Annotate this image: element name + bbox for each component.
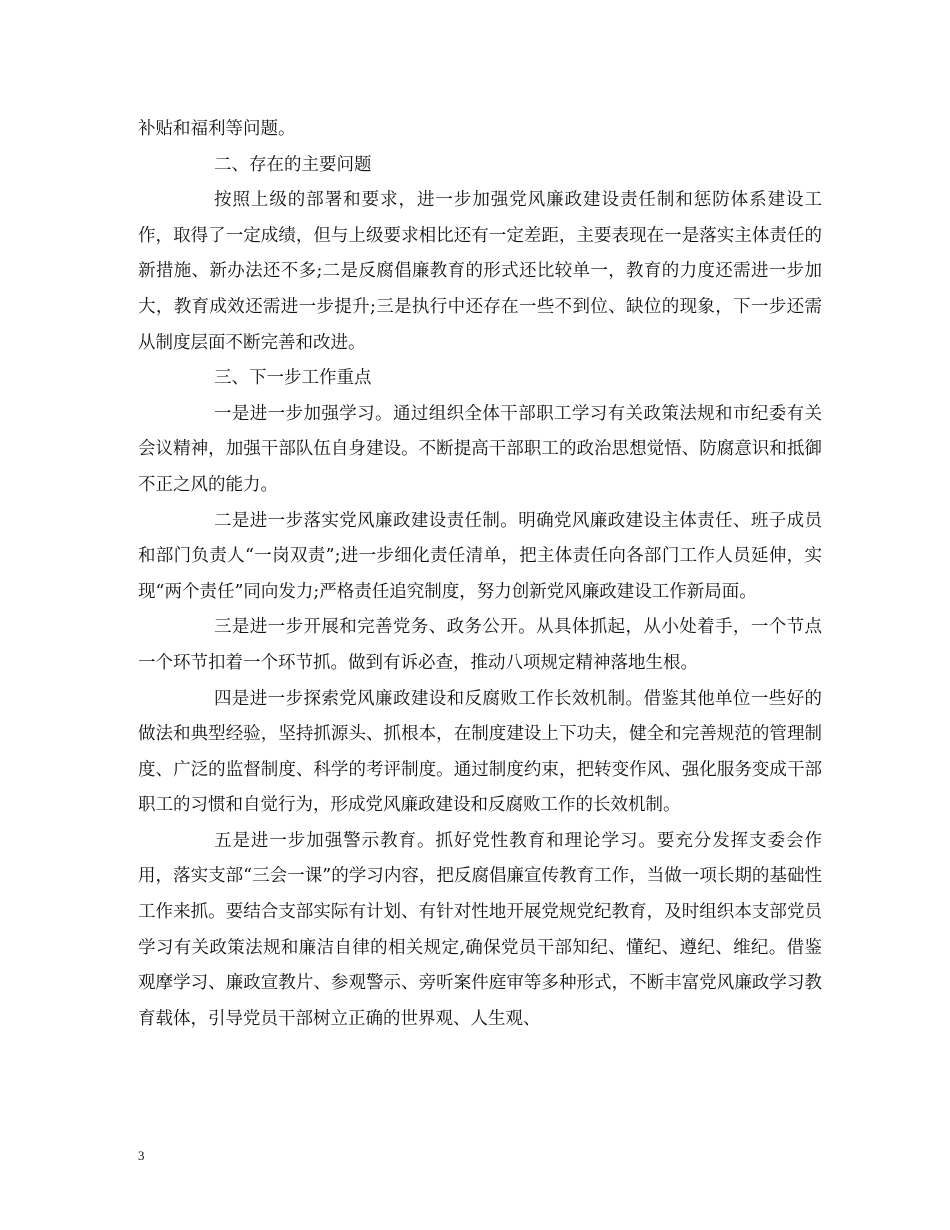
- paragraph-point-2: 二是进一步落实党风廉政建设责任制。明确党风廉政建设主体责任、班子成员和部门负责人“一岗双责”;进一步细化责任清单，把主体责任向各部门工作人员延伸，实现“两个责任”同向发力;严格责任追究制度，努力创新党风廉政建设工作新局面。: [138, 510, 822, 602]
- paragraph-point-4: 四是进一步探索党风廉政建设和反腐败工作长效机制。借鉴其他单位一些好的做法和典型经验，坚持抓源头、抓根本，在制度建设上下功夫，健全和完善规范的管理制度、广泛的监督制度、科学的考评制度。通过制度约束，把转变作风、强化服务变成干部职工的习惯和自觉行为，形成党风廉政建设和反腐败工作的长效机制。: [138, 688, 822, 816]
- page-number: 3: [138, 1148, 145, 1163]
- paragraph-point-1: 一是进一步加强学习。通过组织全体干部职工学习有关政策法规和市纪委有关会议精神，加强干部队伍自身建设。不断提高干部职工的政治思想觉悟、防腐意识和抵御不正之风的能力。: [138, 403, 822, 495]
- paragraph-point-5: 五是进一步加强警示教育。抓好党性教育和理论学习。要充分发挥支委会作用，落实支部“三会一课”的学习内容，把反腐倡廉宣传教育工作，当做一项长期的基础性工作来抓。要结合支部实际有计划、有针对性地开展党规党纪教育，及时组织本支部党员学习有关政策法规和廉洁自律的相关规定,确保党员干部知纪、懂纪、遵纪、维纪。借鉴观摩学习、廉政宣教片、参观警示、旁听案件庭审等多种形式，不断丰富党风廉政学习教育载体，引导党员干部树立正确的世界观、人生观、: [138, 830, 822, 1029]
- paragraph-point-3: 三是进一步开展和完善党务、政务公开。从具体抓起，从小处着手，一个节点一个环节扣着一个环节抓。做到有诉必查，推动八项规定精神落地生根。: [138, 617, 822, 673]
- document-body: [138, 112, 822, 1037]
- paragraph-continuation: 补贴和福利等问题。: [138, 119, 296, 139]
- section-heading-next-steps: 三、下一步工作重点: [214, 368, 372, 389]
- section-heading-problems: 二、存在的主要问题: [214, 154, 372, 175]
- paragraph-problems: 按照上级的部署和要求，进一步加强党风廉政建设责任制和惩防体系建设工作，取得了一定成绩，但与上级要求相比还有一定差距，主要表现在一是落实主体责任的新措施、新办法还不多;二是反腐倡廉教育的形式还比较单一，教育的力度还需进一步加大，教育成效还需进一步提升;三是执行中还存在一些不到位、缺位的现象，下一步还需从制度层面不断完善和改进。: [138, 190, 822, 353]
